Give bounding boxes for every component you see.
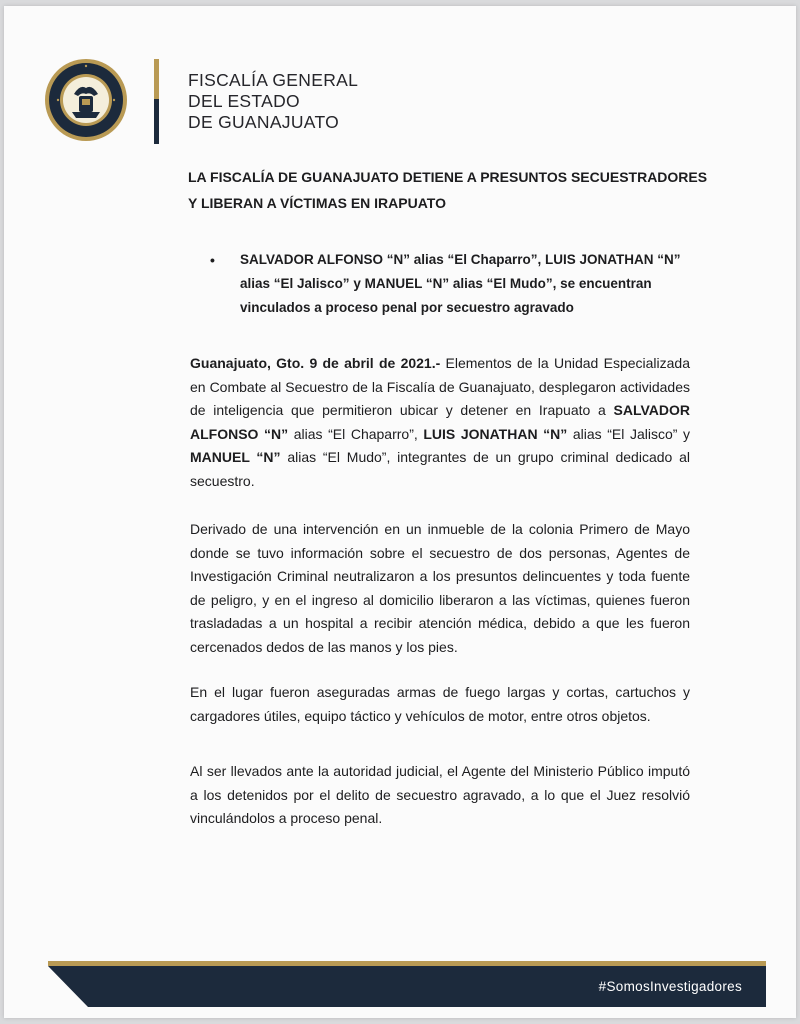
paragraph-1-text-b: alias “El Chaparro”, xyxy=(288,425,424,442)
org-line-2: DEL ESTADO xyxy=(188,91,300,111)
suspect-name-3: MANUEL “N” xyxy=(190,449,281,465)
paragraph-3: En el lugar fueron aseguradas armas de fuego largas y cortas, cartuchos y cargadores útiles, equipo táctico y vehículos de motor, entre otros objetos. xyxy=(190,684,690,724)
fiscalia-seal-logo xyxy=(44,58,128,142)
press-release-title: LA FISCALÍA DE GUANAJUATO DETIENE A PRESUNTOS SECUESTRADORES Y LIBERAN A VÍCTIMAS EN IRAPUATO xyxy=(188,169,708,211)
paragraph-4: Al ser llevados ante la autoridad judicial, el Agente del Ministerio Público imputó a los detenidos por el delito de secuestro agravado, a lo que el Juez resolvió vinculándolos a proceso penal. xyxy=(190,763,690,826)
org-line-1: FISCALÍA GENERAL xyxy=(188,70,359,90)
footer-hashtag: #SomosInvestigadores xyxy=(598,979,742,994)
suspect-name-1: SALVADOR ALFONSO “N” xyxy=(190,402,690,442)
paragraph-1 xyxy=(190,352,690,493)
header-divider xyxy=(154,59,159,144)
organization-name xyxy=(188,70,358,133)
paragraph-1-text-a: Elementos de la Unidad Especializada en Combate al Secuestro de la Fiscalía de Guanajuato, desplegaron actividades de inteligencia que permitieron ubicar y detener en Irapuato a xyxy=(190,355,691,418)
paragraph-1-text-c: alias “El Jalisco” y xyxy=(567,425,690,442)
bullet-marker: • xyxy=(210,252,215,268)
press-release-page xyxy=(4,6,796,1018)
paragraph-1-text-d: alias “El Mudo”, integrantes de un grupo criminal dedicado al secuestro. xyxy=(190,449,690,489)
paragraph-2: Derivado de una intervención en un inmueble de la colonia Primero de Mayo donde se tuvo información sobre el secuestro de dos personas, Agentes de Investigación Criminal neutralizaron a los presuntos delincuentes y toda fuente de peligro, y en el ingreso al domicilio liberaron a las víctimas, quienes fueron trasladadas a un hospital a recibir atención médica, debido a que les fueron cercenados dedos de las manos y los pies. xyxy=(190,521,690,655)
suspect-name-2: LUIS JONATHAN “N” xyxy=(423,425,568,442)
summary-bullet xyxy=(210,248,685,320)
dateline: Guanajuato, Gto. 9 de abril de 2021.- xyxy=(190,355,441,371)
summary-bullet-text: SALVADOR ALFONSO “N” alias “El Chaparro”, LUIS JONATHAN “N” alias “El Jalisco” y MANUEL “N” alias “El Mudo”, se encuentran vinculados a proceso penal por secuestro agravado xyxy=(240,252,681,315)
org-line-3: DE GUANAJUATO xyxy=(188,112,340,132)
